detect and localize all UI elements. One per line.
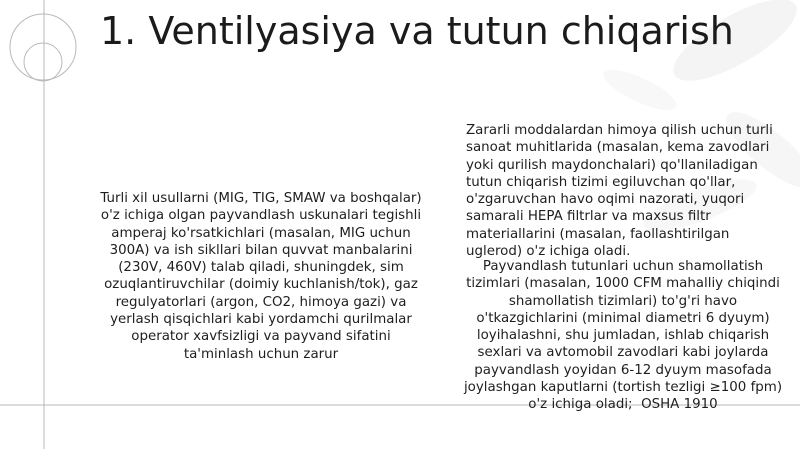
right-paragraph-top: Zararli moddalardan himoya qilish uchun turli sanoat muhitlarida (masalan, kema zavodlari yoki qurilish maydonchalari) qo'llaniladigan tutun chiqarish tizimi egiluvchan qo'llar, o'zgaruvchan havo oqimi nazorati, yuqori samarali HEPA filtrlar va maxsus filtr materiallarini (masalan, faollashtirilgan uglerod) o'z ichiga oladi. [466, 123, 773, 260]
right-paragraph-bottom [462, 258, 784, 414]
slide-title: 1. Ventilyasiya va tutun chiqarish [100, 9, 734, 53]
left-paragraph: Turli xil usullarni (MIG, TIG, SMAW va boshqalar) o'z ichiga olgan payvandlash uskunalari tegishli amperaj ko'rsatkichlari (masalan, MIG uchun 300A) va ish sikllari bilan quvvat manbalarini (230V, 460V) talab qiladi, shuningdek, sim ozuqlantiruvchilar (doimiy kuchlanish/tok), gaz regulyatorlari (argon, CO2, himoya gazi) va yerlash qisqichlari kabi yordamchi qurilmalar operator xavfsizligi va payvand sifatini ta'minlash uchun zarur [100, 191, 422, 362]
osha-reference: OSHA 1910 [632, 397, 718, 413]
decor-circle-large [10, 14, 76, 80]
decor-circle-small [24, 43, 62, 81]
right-paragraph-bottom-text: Payvandlash tutunlari uchun shamollatish tizimlari (masalan, 1000 CFM mahalliy chiqindi shamollatish tizimlari) to'g'ri havo o'tkazgichlarini (minimal diametri 6 dyuym) loyihalashni, shu jumladan, ishlab chiqarish sexlari va avtomobil zavodlari kabi joylarda payvandlash yoyidan 6-12 dyuym masofada joylashgan kaputlarni (tortish tezligi ≥100 fpm) o'z ichiga oladi; [463, 259, 783, 413]
